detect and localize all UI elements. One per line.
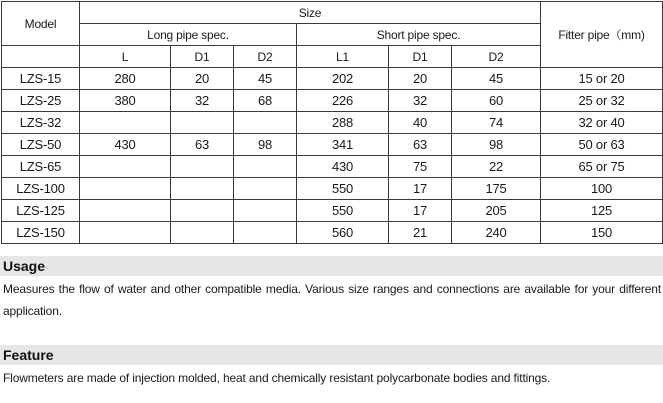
usage-text: Measures the flow of water and other compatible media. Various size ranges and connections are available for your different application. bbox=[3, 282, 661, 318]
table-cell-l1: 560 bbox=[297, 222, 389, 244]
table-cell-d2 bbox=[234, 222, 297, 244]
table-row bbox=[2, 222, 663, 244]
table-cell-l: 430 bbox=[80, 134, 171, 156]
table-row bbox=[2, 112, 663, 134]
table-cell-sd1: 32 bbox=[389, 90, 452, 112]
table-cell-fitter: 125 bbox=[541, 200, 663, 222]
feature-text: Flowmeters are made of injection molded, heat and chemically resistant polycarbonate bodies and fittings. bbox=[3, 371, 551, 385]
table-cell-sd2: 98 bbox=[452, 134, 541, 156]
table-cell-d2: 68 bbox=[234, 90, 297, 112]
table-cell-l bbox=[80, 156, 171, 178]
header-long-d1: D1 bbox=[171, 46, 234, 68]
table-cell-model: LZS-50 bbox=[2, 134, 80, 156]
table-cell-sd1: 21 bbox=[389, 222, 452, 244]
table-cell-d1: 32 bbox=[171, 90, 234, 112]
table-cell-model: LZS-150 bbox=[2, 222, 80, 244]
table-cell-sd2: 60 bbox=[452, 90, 541, 112]
table-cell-d1 bbox=[171, 156, 234, 178]
table-cell-d1 bbox=[171, 200, 234, 222]
table-cell-l1: 430 bbox=[297, 156, 389, 178]
table-cell-d1 bbox=[171, 222, 234, 244]
table-cell-sd2: 175 bbox=[452, 178, 541, 200]
table-cell-l bbox=[80, 112, 171, 134]
header-blank bbox=[2, 46, 80, 68]
table-cell-l1: 341 bbox=[297, 134, 389, 156]
usage-heading: Usage bbox=[0, 256, 663, 276]
table-cell-sd1: 75 bbox=[389, 156, 452, 178]
feature-heading: Feature bbox=[0, 345, 663, 365]
table-cell-fitter: 25 or 32 bbox=[541, 90, 663, 112]
table-cell-d2 bbox=[234, 178, 297, 200]
header-long-pipe-spec: Long pipe spec. bbox=[80, 24, 297, 46]
table-cell-fitter: 65 or 75 bbox=[541, 156, 663, 178]
table-cell-sd1: 40 bbox=[389, 112, 452, 134]
table-cell-sd2: 45 bbox=[452, 68, 541, 90]
table-cell-fitter: 32 or 40 bbox=[541, 112, 663, 134]
table-header bbox=[2, 2, 663, 68]
table-cell-model: LZS-32 bbox=[2, 112, 80, 134]
table-cell-l bbox=[80, 222, 171, 244]
header-size: Size bbox=[80, 2, 541, 24]
table-row bbox=[2, 156, 663, 178]
header-model: Model bbox=[2, 2, 80, 46]
table-cell-l1: 202 bbox=[297, 68, 389, 90]
table-cell-fitter: 50 or 63 bbox=[541, 134, 663, 156]
table-cell-fitter: 150 bbox=[541, 222, 663, 244]
table-cell-d2: 98 bbox=[234, 134, 297, 156]
table-cell-sd2: 22 bbox=[452, 156, 541, 178]
table-cell-l1: 550 bbox=[297, 178, 389, 200]
table-cell-model: LZS-25 bbox=[2, 90, 80, 112]
header-short-d2: D2 bbox=[452, 46, 541, 68]
table-cell-sd1: 63 bbox=[389, 134, 452, 156]
table-cell-d1 bbox=[171, 178, 234, 200]
table-cell-l bbox=[80, 178, 171, 200]
table-cell-model: LZS-100 bbox=[2, 178, 80, 200]
table-cell-fitter: 100 bbox=[541, 178, 663, 200]
table-cell-sd1: 17 bbox=[389, 200, 452, 222]
table-row bbox=[2, 178, 663, 200]
table-row bbox=[2, 68, 663, 90]
table-row bbox=[2, 134, 663, 156]
table-cell-d2 bbox=[234, 200, 297, 222]
table-cell-l bbox=[80, 200, 171, 222]
table-cell-l: 380 bbox=[80, 90, 171, 112]
table-row bbox=[2, 200, 663, 222]
table-row bbox=[2, 90, 663, 112]
table-cell-d2 bbox=[234, 112, 297, 134]
table-cell-l1: 288 bbox=[297, 112, 389, 134]
table-cell-model: LZS-65 bbox=[2, 156, 80, 178]
spec-table bbox=[1, 1, 663, 244]
header-short-pipe-spec: Short pipe spec. bbox=[297, 24, 541, 46]
header-long-d2: D2 bbox=[234, 46, 297, 68]
header-short-l1: L1 bbox=[297, 46, 389, 68]
header-fitter-pipe: Fitter pipe（mm) bbox=[541, 2, 663, 68]
table-cell-l1: 226 bbox=[297, 90, 389, 112]
table-cell-sd2: 205 bbox=[452, 200, 541, 222]
table-cell-d1: 20 bbox=[171, 68, 234, 90]
table-cell-l: 280 bbox=[80, 68, 171, 90]
table-cell-d1: 63 bbox=[171, 134, 234, 156]
header-short-d1: D1 bbox=[389, 46, 452, 68]
table-cell-d2 bbox=[234, 156, 297, 178]
table-cell-fitter: 15 or 20 bbox=[541, 68, 663, 90]
table-cell-sd2: 240 bbox=[452, 222, 541, 244]
table-cell-d1 bbox=[171, 112, 234, 134]
table-cell-d2: 45 bbox=[234, 68, 297, 90]
table-body bbox=[2, 68, 663, 244]
table-cell-model: LZS-15 bbox=[2, 68, 80, 90]
header-long-l: L bbox=[80, 46, 171, 68]
table-cell-sd1: 20 bbox=[389, 68, 452, 90]
table-cell-sd2: 74 bbox=[452, 112, 541, 134]
table-cell-sd1: 17 bbox=[389, 178, 452, 200]
table-cell-l1: 550 bbox=[297, 200, 389, 222]
table-cell-model: LZS-125 bbox=[2, 200, 80, 222]
